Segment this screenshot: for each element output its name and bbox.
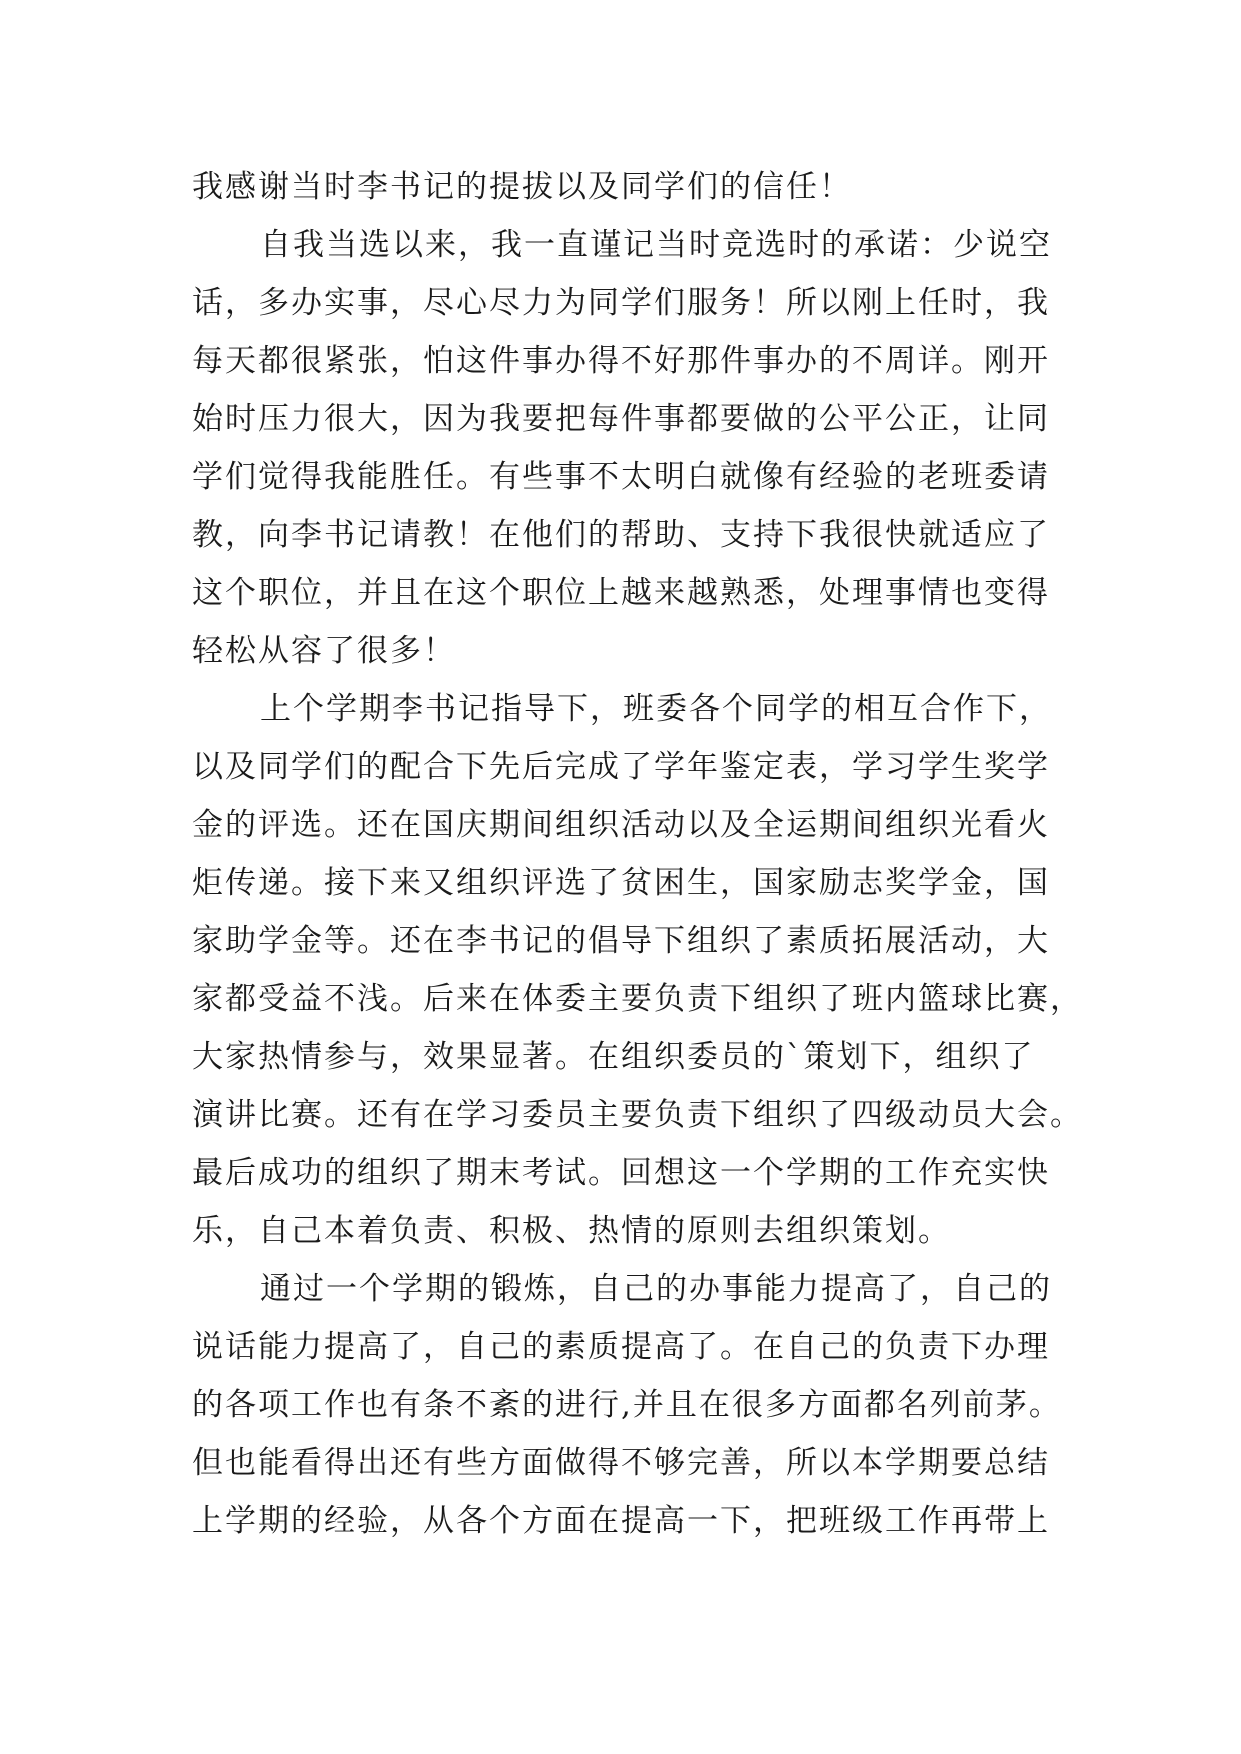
text-line: 家都受益不浅。后来在体委主要负责下组织了班内篮球比赛，: [192, 981, 1083, 1017]
text-line: 话，多办实事，尽心尽力为同学们服务！所以刚上任时，我: [192, 285, 1050, 321]
text-line: 乐，自己本着负责、积极、热情的原则去组织策划。: [192, 1213, 951, 1249]
text-line: 学们觉得我能胜任。有些事不太明白就像有经验的老班委请: [192, 459, 1050, 495]
document-body: [192, 158, 1083, 1550]
text-line: 上学期的经验，从各个方面在提高一下，把班级工作再带上: [192, 1503, 1050, 1539]
text-line: 我感谢当时李书记的提拔以及同学们的信任！: [192, 169, 852, 205]
text-line: 的各项工作也有条不紊的进行,并且在很多方面都名列前茅。: [192, 1387, 1062, 1423]
text-line: 家助学金等。还在李书记的倡导下组织了素质拓展活动，大: [192, 923, 1050, 959]
text-line: 始时压力很大，因为我要把每件事都要做的公平公正，让同: [192, 401, 1050, 437]
text-line: 这个职位，并且在这个职位上越来越熟悉，处理事情也变得: [192, 575, 1050, 611]
text-line: 轻松从容了很多！: [192, 633, 456, 669]
paragraph-first-line: 上个学期李书记指导下，班委各个同学的相互合作下，: [260, 691, 1052, 727]
text-line: 教，向李书记请教！在他们的帮助、支持下我很快就适应了: [192, 517, 1050, 553]
text-line: 但也能看得出还有些方面做得不够完善，所以本学期要总结: [192, 1445, 1050, 1481]
text-line: 金的评选。还在国庆期间组织活动以及全运期间组织光看火: [192, 807, 1050, 843]
text-line: 演讲比赛。还有在学习委员主要负责下组织了四级动员大会。: [192, 1097, 1083, 1133]
text-line: 每天都很紧张，怕这件事办得不好那件事办的不周详。刚开: [192, 343, 1050, 379]
text-line: 说话能力提高了，自己的素质提高了。在自己的负责下办理: [192, 1329, 1050, 1365]
text-line: 以及同学们的配合下先后完成了学年鉴定表，学习学生奖学: [192, 749, 1050, 785]
text-line: 炬传递。接下来又组织评选了贫困生，国家励志奖学金，国: [192, 865, 1050, 901]
text-line: 大家热情参与，效果显著。在组织委员的`策划下，组织了: [192, 1039, 1035, 1075]
paragraph-first-line: 自我当选以来，我一直谨记当时竞选时的承诺：少说空: [260, 227, 1052, 263]
paragraph-first-line: 通过一个学期的锻炼，自己的办事能力提高了，自己的: [260, 1271, 1052, 1307]
text-line: 最后成功的组织了期末考试。回想这一个学期的工作充实快: [192, 1155, 1050, 1191]
